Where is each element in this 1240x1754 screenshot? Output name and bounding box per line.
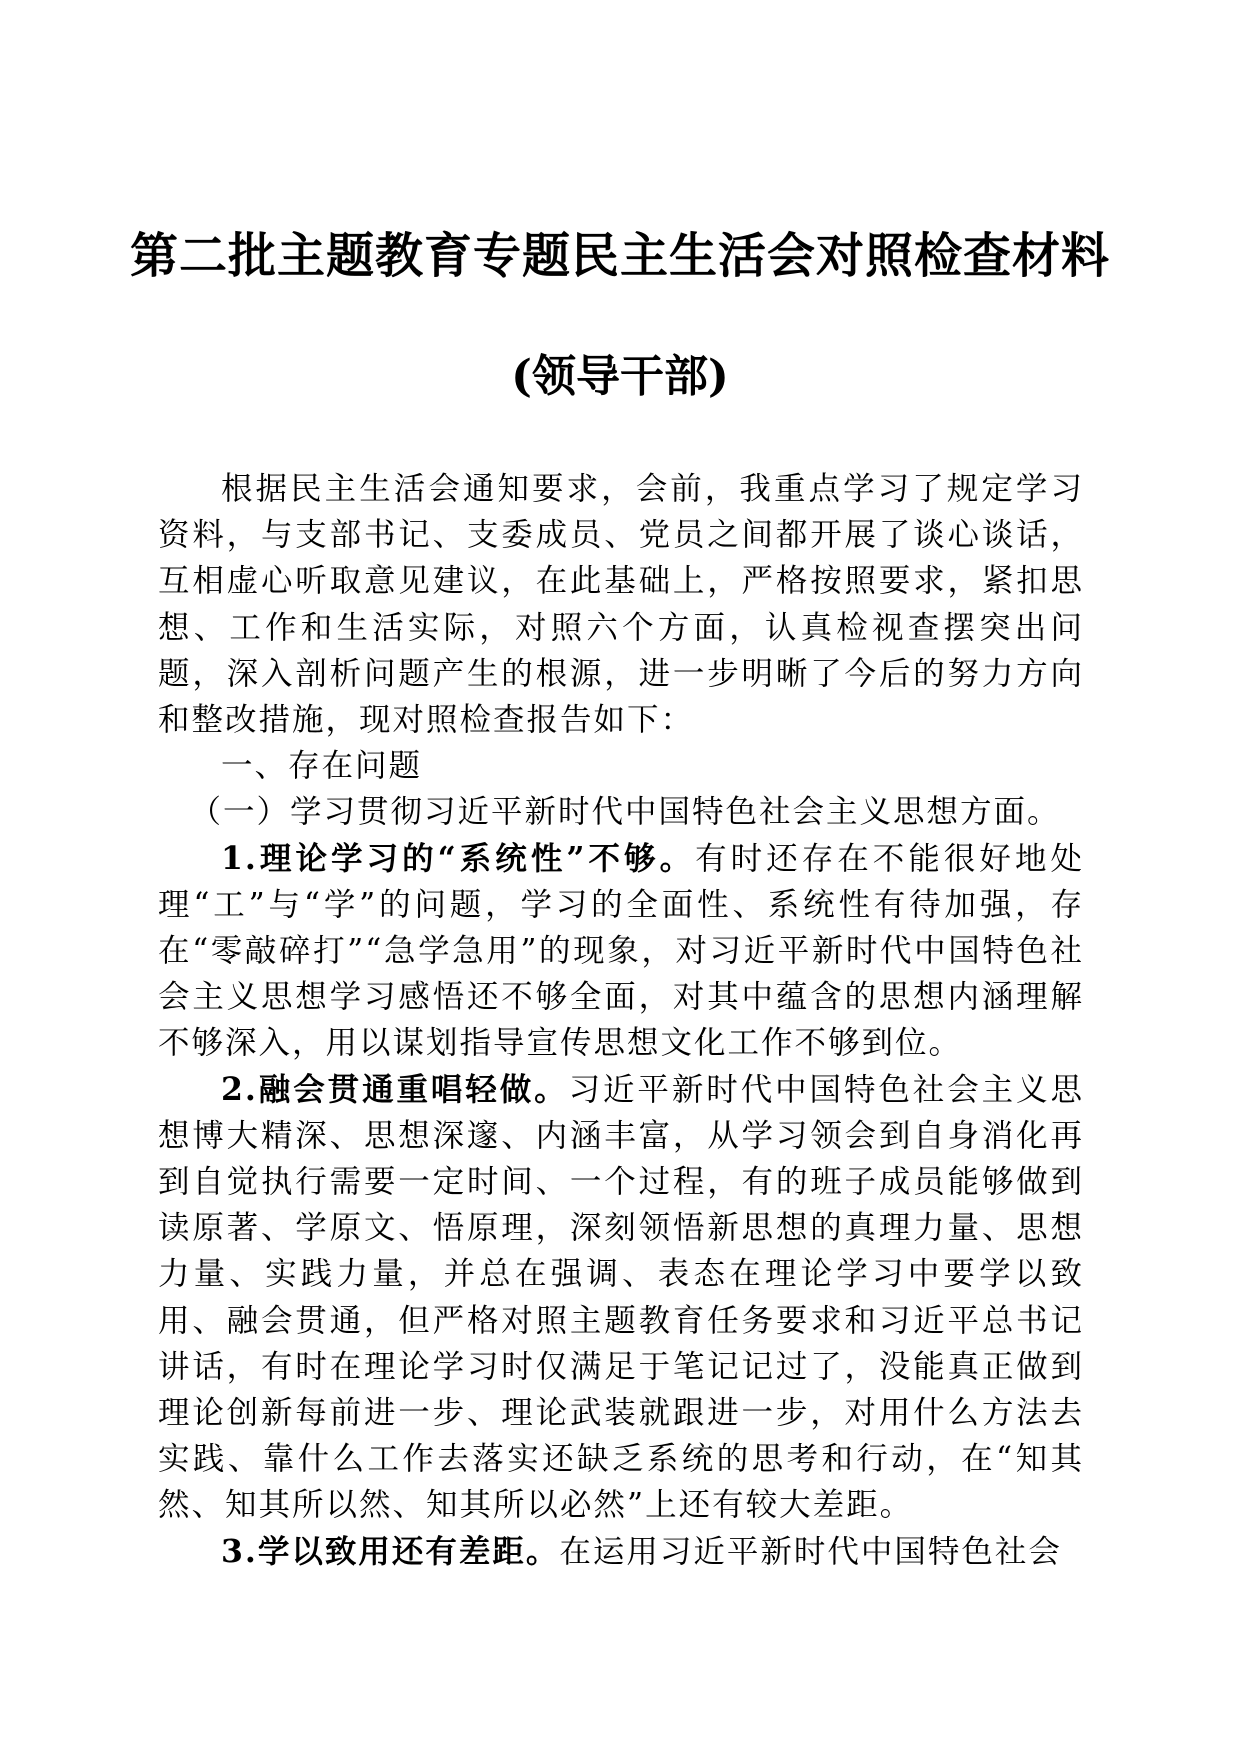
item-text-1: 有时还存在不能很好地处理“工”与“学”的问题，学习的全面性、系统性有待加强，存在“零敲碎打”“急学急用”的现象，对习近平新时代中国特色社会主义思想学习感悟还不够全面，对其中蕴含的思想内涵理解不够深入，用以谋划指导宣传思想文化工作不够到位。 [158,840,1084,1062]
item-lead-3: 3.学以致用还有差距。 [221,1532,560,1570]
intro-paragraph: 根据民主生活会通知要求，会前，我重点学习了规定学习资料，与支部书记、支委成员、党员之间都开展了谈心谈话，互相虚心听取意见建议，在此基础上，严格按照要求，紧扣思想、工作和生活实际，对照六个方面，认真检视查摆突出问题，深入剖析问题产生的根源，进一步明晰了今后的努力方向和整改措施，现对照检查报告如下： [158,471,1084,739]
document-subtitle: (领导干部) [511,351,729,402]
item-text-2: 习近平新时代中国特色社会主义思想博大精深、思想深邃、内涵丰富，从学习领会到自身消化再到自觉执行需要一定时间、一个过程，有的班子成员能够做到读原著、学原文、悟原理，深刻领悟新思想的真理力量、思想力量、实践力量，并总在强调、表态在理论学习中要学以致用、融会贯通，但严格对照主题教育任务要求和习近平总书记讲话，有时在理论学习时仅满足于笔记记过了，没能真正做到理论创新每前进一步、理论武装就跟进一步，对用什么方法去实践、靠什么工作去落实还缺乏系统的思考和行动，在“知其然、知其所以然、知其所以必然”上还有较大差距。 [158,1071,1084,1524]
item-paragraph-3 [158,1529,1084,1575]
item-lead-1: 1.理论学习的“系统性”不够。 [221,839,696,877]
item-lead-2: 2.融会贯通重唱轻做。 [221,1070,569,1108]
section-heading: 一、存在问题 [221,748,423,785]
document-title: 第二批主题教育专题民主生活会对照检查材料 [129,228,1110,284]
item-paragraph-1 [158,836,1084,1067]
subsection-heading: （一）学习贯彻习近平新时代中国特色社会主义思想方面。 [189,794,1061,831]
document-body [158,466,1084,1575]
item-text-3: 在运用习近平新时代中国特色社会 [559,1533,1062,1570]
item-paragraph-2 [158,1067,1084,1529]
